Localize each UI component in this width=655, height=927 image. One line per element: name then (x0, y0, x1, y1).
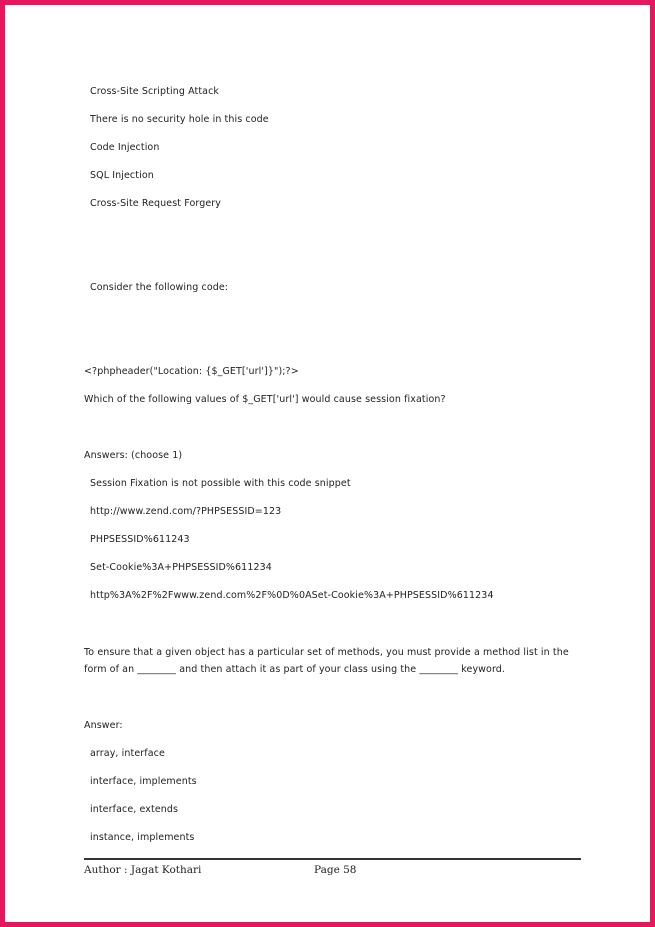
q3-question: To ensure that a given object has a particular set of methods, you must provide a method list in the form of an ________ and then attach it as part of your class using the ________ keyword. (84, 647, 569, 675)
q2-option-2: http://www.zend.com/?PHPSESSID=123 (90, 506, 282, 517)
q2-option-5: http%3A%2F%2Fwww.zend.com%2F%0D%0ASet-Cookie%3A+PHPSESSID%611234 (90, 590, 494, 601)
q1-option-5: Cross-Site Request Forgery (90, 198, 222, 209)
footer-page-number: Page 58 (314, 864, 357, 876)
q1-option-1: Cross-Site Scripting Attack (90, 86, 220, 97)
q3-option-4: instance, implements (90, 832, 195, 843)
footer-author: Author : Jagat Kothari (84, 864, 202, 876)
q3-option-1: array, interface (90, 748, 165, 759)
q3-option-2: interface, implements (90, 776, 197, 787)
q1-option-2: There is no security hole in this code (90, 114, 269, 125)
q2-code: <?phpheader("Location: {$_GET['url']}");?> (84, 366, 299, 377)
q2-intro: Consider the following code: (90, 282, 229, 293)
q1-option-3: Code Injection (90, 142, 160, 153)
footer-rule (84, 858, 581, 860)
q2-option-3: PHPSESSID%611243 (90, 534, 190, 545)
q2-answers-label: Answers: (choose 1) (84, 450, 183, 461)
q1-option-4: SQL Injection (90, 170, 154, 181)
q3-option-3: interface, extends (90, 804, 179, 815)
q2-option-1: Session Fixation is not possible with this code snippet (90, 478, 351, 489)
q3-answer-label: Answer: (84, 720, 123, 731)
q2-option-4: Set-Cookie%3A+PHPSESSID%611234 (90, 562, 272, 573)
q2-question: Which of the following values of $_GET['url'] would cause session fixation? (84, 394, 446, 405)
